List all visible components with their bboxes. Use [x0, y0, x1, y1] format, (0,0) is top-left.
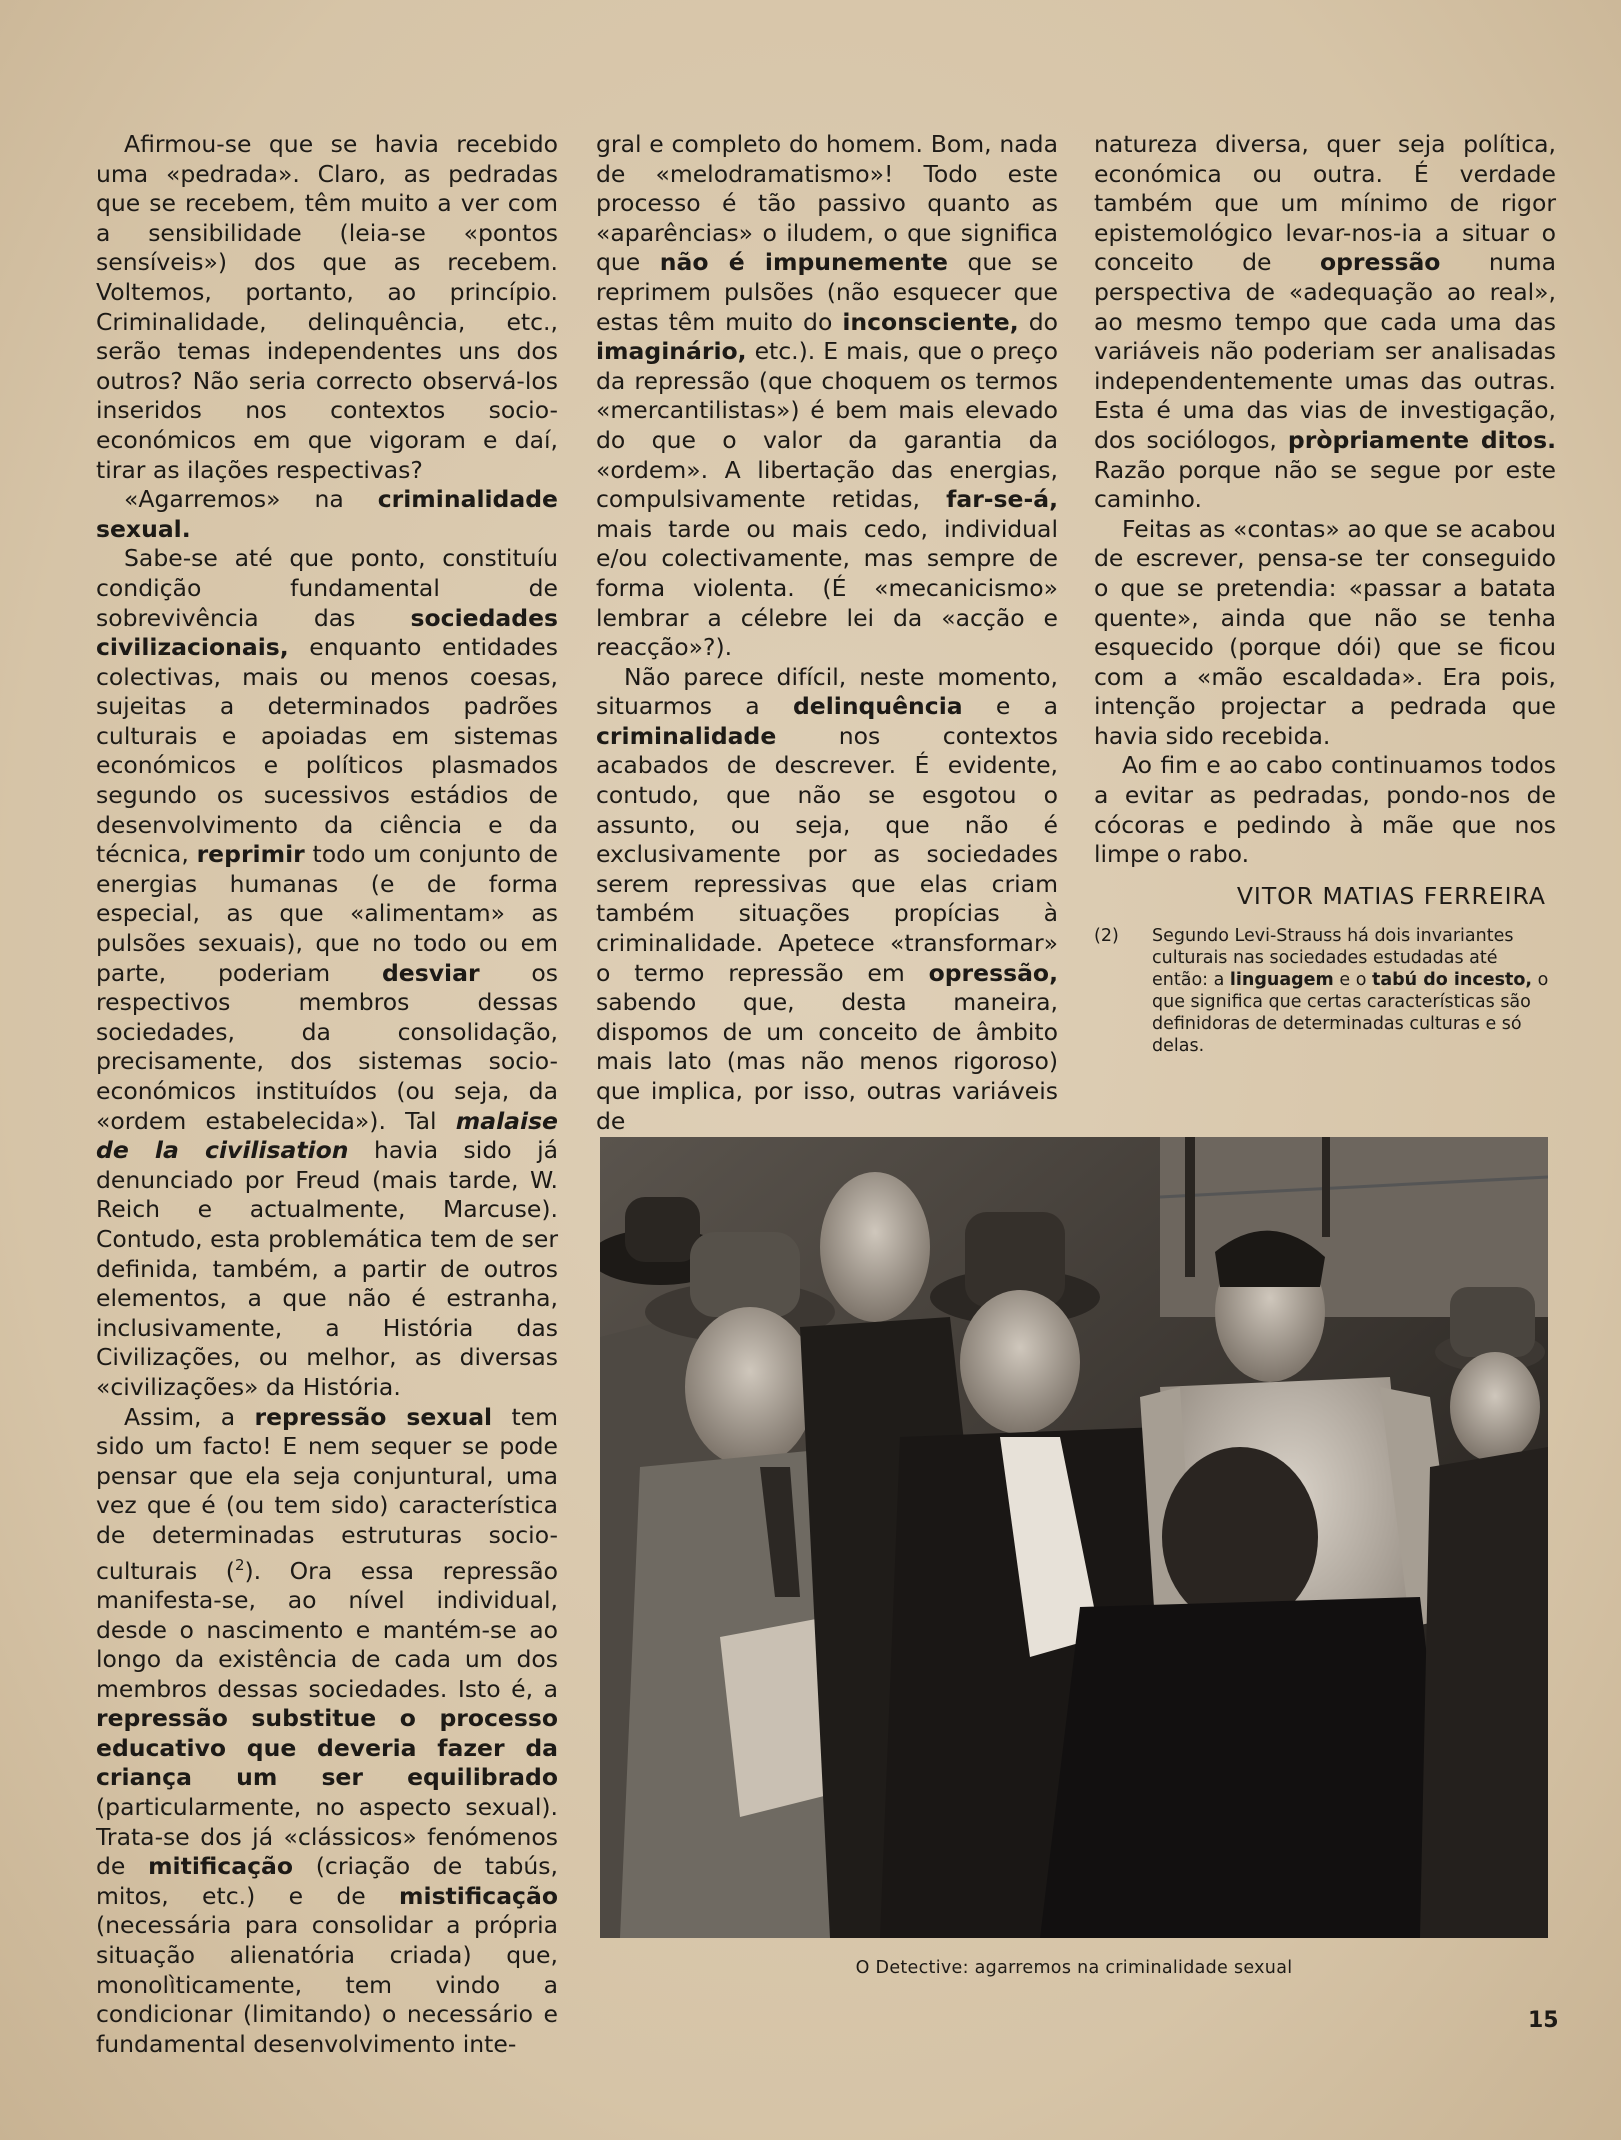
footnote-number: (2)	[1094, 926, 1119, 947]
paragraph: Não parece difícil, neste momento, situarmos a delinquência e a criminalidade nos contextos acabados de descrever. É evidente, contudo, que não se esgotou o assunto, ou seja, que não é exclusivamente por as sociedades serem repressivas que elas criam também situações propícias à criminalidade. Apetece «transformar» o termo repressão em opressão, sabendo que, desta maneira, dispomos de um conceito de âmbito mais lato (mas não menos rigoroso) que implica, por isso, outras variáveis de	[596, 662, 1058, 1135]
paragraph: Feitas as «contas» ao que se acabou de escrever, pensa-se ter conseguido o que se pretendia: «passar a batata quente», ainda que não se tenha esquecido (porque dói) que se ficou com a «mão escaldada». Era pois, intenção projectar a pedrada que havia sido recebida.	[1094, 514, 1556, 750]
paragraph: «Agarremos» na criminalidade sexual.	[96, 485, 558, 543]
paragraph: gral e completo do homem. Bom, nada de «melodramatismo»! Todo este processo é tão passivo quanto as «aparências» o iludem, o que significa que não é impunemente que se reprimem pulsões (não esquecer que estas têm muito do inconsciente, do imaginário, etc.). E mais, que o preço da repressão (que choquem os termos «mercantilistas») é bem mais elevado do que o valor da garantia da «ordem». A libertação das energias, compulsivamente retidas, far-se-á, mais tarde ou mais cedo, individual e/ou colectivamente, mas sempre de forma violenta. (É «mecanicismo» lembrar a célebre lei da «acção e reacção»?).	[596, 130, 1058, 662]
article-column-1	[96, 130, 558, 2059]
paragraph: Ao fim e ao cabo continuamos todos a evitar as pedradas, pondo-nos de cócoras e pedindo à mãe que nos limpe o rabo.	[1094, 751, 1556, 869]
article-photo	[600, 1137, 1548, 1938]
paragraph: Assim, a repressão sexual tem sido um facto! E nem sequer se pode pensar que ela seja conjuntural, uma vez que é (ou tem sido) característica de determinadas estruturas socio-culturais ($^2$). Ora essa repressão manifesta-se, ao nível individual, desde o nascimento e mantém-se ao longo da existência de cada um dos membros dessas sociedades. Isto é, a repressão substitue o processo educativo que deveria fazer da criança um ser equilibrado (particularmente, no aspecto sexual). Trata-se dos já «clássicos» fenómenos de mitificação (criação de tabús, mitos, etc.) e de mistificação (necessária para consolidar a própria situação alienatória criada) que, monolìticamente, tem vindo a condicionar (limitando) o necessário e fundamental desenvolvimento inte-	[96, 1402, 559, 2058]
footnote-text: Segundo Levi-Strauss há dois invariantes culturais nas sociedades estudadas até então: a linguagem e o tabú do incesto, o que significa que certas características são definidoras de determinadas culturas e só delas.	[1152, 926, 1549, 1057]
page-number: 15	[1528, 2008, 1559, 2033]
photo-illustration	[600, 1137, 1548, 1938]
footnote	[1094, 925, 1556, 1057]
paragraph: natureza diversa, quer seja política, económica ou outra. É verdade também que um mínimo de rigor epistemológico levar-nos-ia a situar o conceito de opressão numa perspectiva de «adequação ao real», ao mesmo tempo que cada uma das variáveis não poderiam ser analisadas independentemente umas das outras. Esta é uma das vias de investigação, dos sociólogos, pròpriamente ditos. Razão porque não se segue por este caminho.	[1094, 130, 1556, 514]
paragraph: Sabe-se até que ponto, constituíu condição fundamental de sobrevivência das sociedades civilizacionais, enquanto entidades colectivas, mais ou menos coesas, sujeitas a determinados padrões culturais e apoiadas em sistemas económicos e políticos plasmados segundo os sucessivos estádios de desenvolvimento da ciência e da técnica, reprimir todo um conjunto de energias humanas (e de forma especial, as que «alimentam» as pulsões sexuais), que no todo ou em parte, poderiam desviar os respectivos membros dessas sociedades, da consolidação, precisamente, dos sistemas socio-económicos instituídos (ou seja, da «ordem estabelecida»). Tal malaise de la civilisation havia sido já denunciado por Freud (mais tarde, W. Reich e actualmente, Marcuse). Contudo, esta problemática tem de ser definida, também, a partir de outros elementos, a que não é estranha, inclusivamente, a História das Civilizações, ou melhor, as diversas «civilizações» da História.	[96, 544, 559, 1401]
photo-caption: O Detective: agarremos na criminalidade sexual	[855, 1958, 1293, 1978]
author-byline: VITOR MATIAS FERREIRA	[1236, 881, 1546, 910]
article-column-3	[1094, 130, 1556, 1057]
article-column-2	[596, 130, 1058, 1136]
paragraph: Afirmou-se que se havia recebido uma «pedrada». Claro, as pedradas que se recebem, têm muito a ver com a sensibilidade (leia-se «pontos sensíveis») dos que as recebem. Voltemos, portanto, ao princípio. Criminalidade, delinquência, etc., serão temas independentes uns dos outros? Não seria correcto observá-los inseridos nos contextos socio-económicos em que vigoram e daí, tirar as ilações respectivas?	[96, 130, 558, 484]
